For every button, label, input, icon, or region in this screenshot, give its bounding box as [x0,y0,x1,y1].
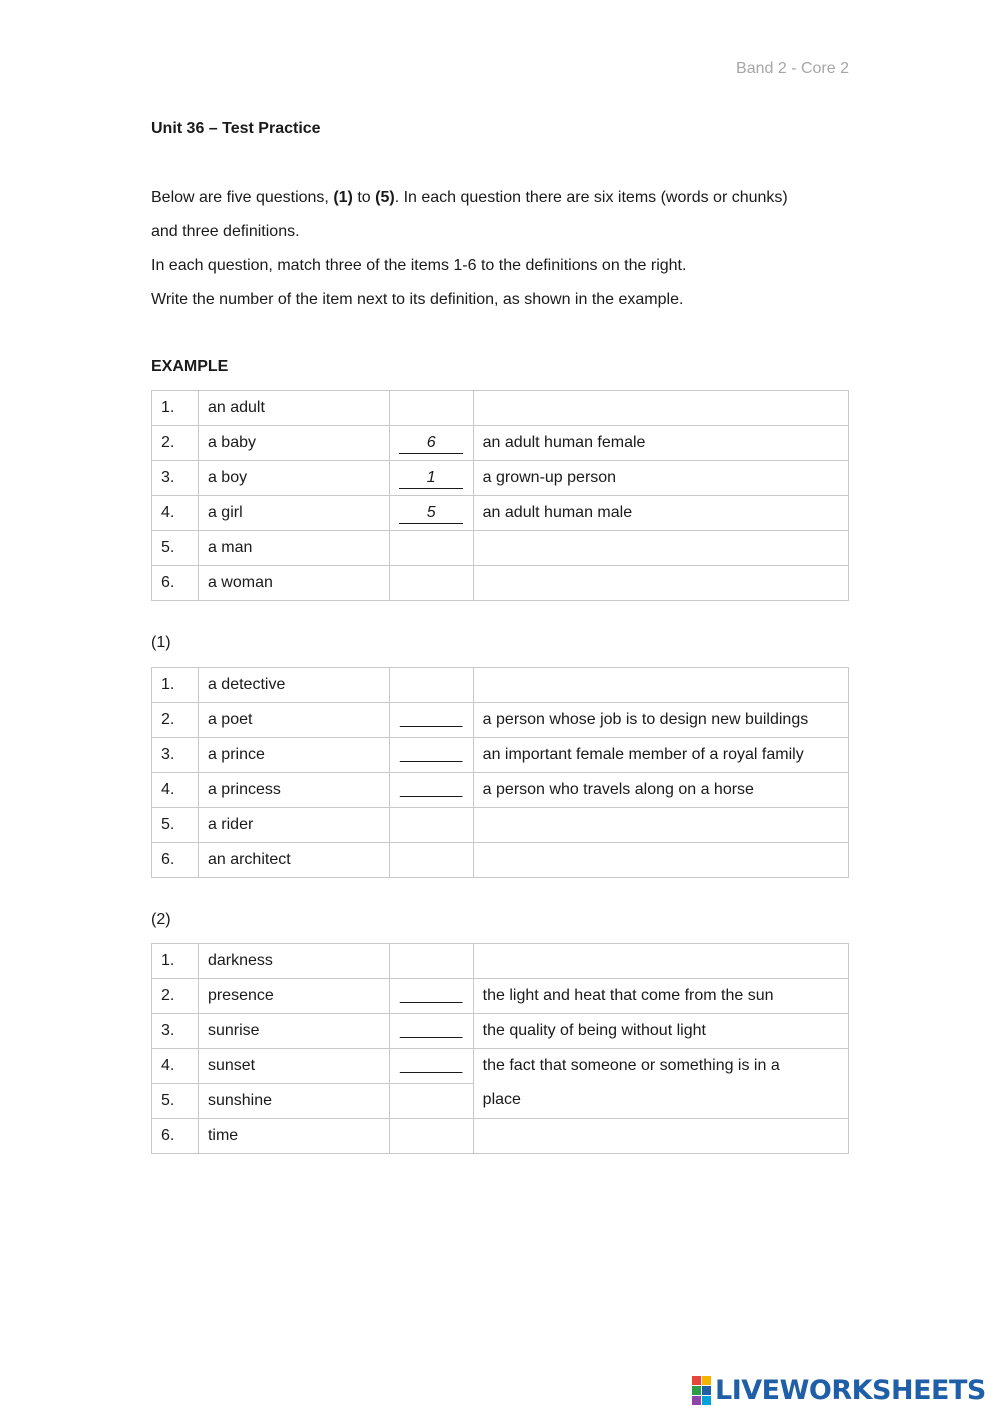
item-text: a girl [198,496,389,531]
table-row [152,391,849,426]
logo-text: LIVEWORKSHEETS [715,1374,986,1406]
table-row [152,979,849,1014]
table-row [152,1014,849,1049]
table-row [152,496,849,531]
logo-mark-icon [692,1376,711,1405]
definition-text: a person who travels along on a horse [473,773,848,808]
item-number: 2. [152,703,199,738]
table-row [152,1049,849,1084]
example-answer: 6 [399,433,463,454]
item-text: sunset [198,1049,389,1084]
item-number: 5. [152,531,199,566]
table-row [152,668,849,703]
instruction-line-4: Write the number of the item next to its definition, as shown in the example. [151,291,684,308]
table-row [152,808,849,843]
item-text: a prince [198,738,389,773]
item-text: sunrise [198,1014,389,1049]
item-text: sunshine [198,1084,389,1119]
instruction-line-3: In each question, match three of the items 1-6 to the definitions on the right. [151,257,687,274]
question-2-label: (2) [151,911,171,928]
instruction-line-2: and three definitions. [151,223,300,240]
question-1-table [151,667,849,878]
item-number: 6. [152,1119,199,1154]
item-number: 4. [152,496,199,531]
item-number: 1. [152,944,199,979]
header-band: Band 2 - Core 2 [736,60,849,77]
definition-text: the light and heat that come from the sun [473,979,848,1014]
table-row [152,461,849,496]
item-number: 3. [152,1014,199,1049]
answer-blank[interactable]: _______ [389,1049,473,1084]
item-number: 6. [152,843,199,878]
table-row [152,738,849,773]
item-number: 2. [152,979,199,1014]
item-text: a rider [198,808,389,843]
definition-text: an adult human female [473,426,848,461]
item-text: time [198,1119,389,1154]
item-number: 3. [152,461,199,496]
table-row [152,843,849,878]
item-number: 6. [152,566,199,601]
item-number: 1. [152,668,199,703]
answer-blank[interactable]: _______ [389,1014,473,1049]
item-number: 2. [152,426,199,461]
item-number: 4. [152,1049,199,1084]
table-row [152,531,849,566]
item-text: an adult [198,391,389,426]
definition-text: an adult human male [473,496,848,531]
table-row [152,1119,849,1154]
page-title: Unit 36 – Test Practice [151,120,321,137]
item-text: a princess [198,773,389,808]
item-text: a man [198,531,389,566]
example-label: EXAMPLE [151,358,229,375]
item-number: 5. [152,808,199,843]
table-row [152,426,849,461]
item-number: 3. [152,738,199,773]
item-text: a detective [198,668,389,703]
example-answer: 1 [399,468,463,489]
item-text: a woman [198,566,389,601]
definition-text: the quality of being without light [473,1014,848,1049]
definition-text: a grown-up person [473,461,848,496]
item-text: a boy [198,461,389,496]
instruction-line-1: Below are five questions, (1) to (5). In each question there are six items (words or chunks) [151,189,788,206]
question-1-label: (1) [151,634,171,651]
item-number: 1. [152,391,199,426]
item-text: a baby [198,426,389,461]
item-text: a poet [198,703,389,738]
definition-text: a person whose job is to design new buildings [473,703,848,738]
item-text: presence [198,979,389,1014]
answer-blank[interactable]: _______ [389,979,473,1014]
item-number: 4. [152,773,199,808]
definition-text: an important female member of a royal family [473,738,848,773]
table-row [152,773,849,808]
answer-blank[interactable]: _______ [389,738,473,773]
liveworksheets-logo [692,1374,986,1406]
item-text: darkness [198,944,389,979]
table-row [152,703,849,738]
question-2-table [151,943,849,1154]
example-table [151,390,849,601]
definition-text: the fact that someone or something is in a place [473,1049,848,1119]
example-answer: 5 [399,503,463,524]
item-text: an architect [198,843,389,878]
answer-blank[interactable]: _______ [389,773,473,808]
instructions [151,181,851,317]
table-row [152,944,849,979]
answer-blank[interactable]: _______ [389,703,473,738]
item-number: 5. [152,1084,199,1119]
table-row [152,566,849,601]
